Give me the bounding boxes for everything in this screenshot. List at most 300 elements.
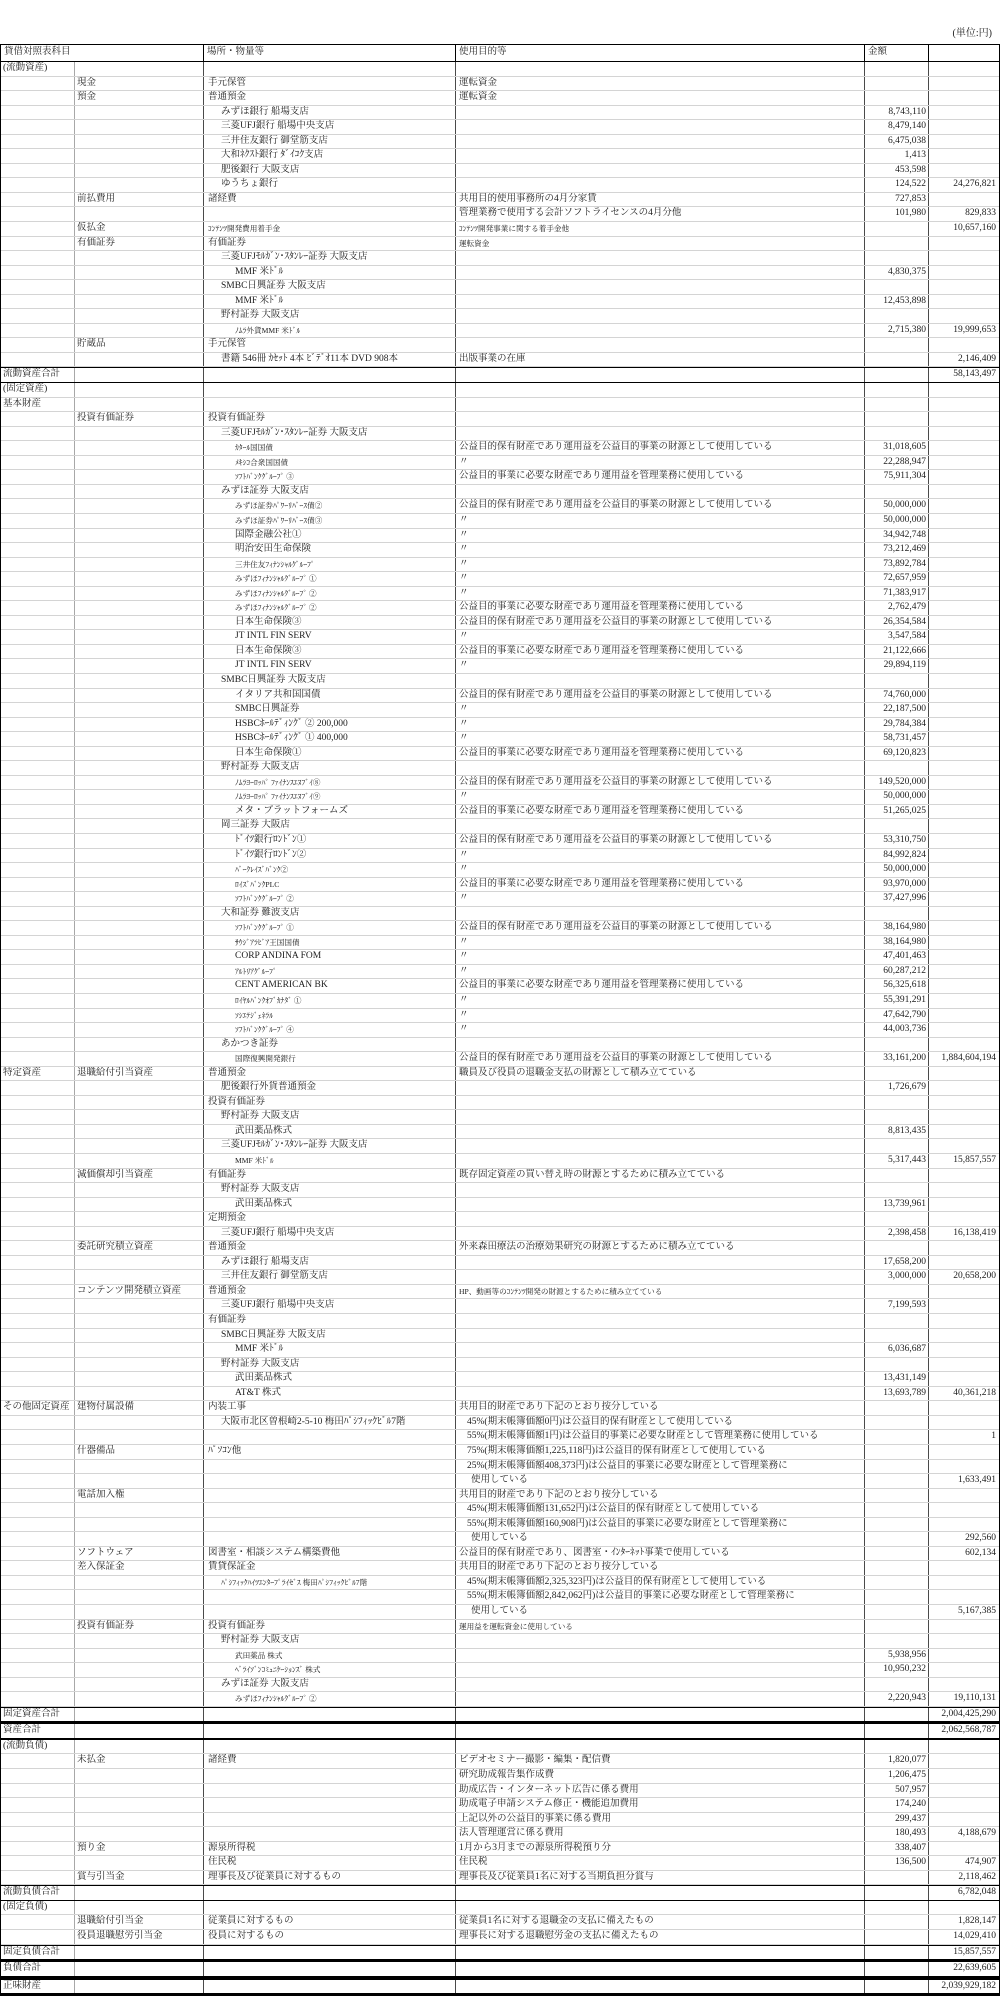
cell-amount-sub [865, 1285, 929, 1299]
cell-purpose: 使用している [456, 1532, 865, 1546]
table-row [1, 863, 999, 878]
cell-place [204, 1813, 456, 1827]
cell-account-item [75, 1154, 204, 1168]
cell-account-item [75, 834, 204, 848]
cell-account-item [75, 849, 204, 863]
cell-place [204, 207, 456, 221]
cell-place: 投資有価証券 [204, 1620, 456, 1634]
cell-purpose: 45%(期末帳簿価額0円)は公益目的保有財産として使用している [456, 1416, 865, 1430]
table-row [1, 280, 999, 295]
cell-amount-sub [865, 1561, 929, 1575]
cell-amount-sub [865, 1901, 929, 1915]
cell-purpose: ｺﾝﾃﾝﾂ開発事業に関する着手金他 [456, 222, 865, 236]
cell-amount-sub [865, 1708, 929, 1722]
cell-place: ﾍﾞﾗｲｿﾞﾝｺﾐｭﾆｹｰｼｮﾝｽﾞ 株式 [204, 1663, 456, 1677]
cell-amount-sub [865, 222, 929, 236]
cell-amount-total [929, 1518, 998, 1532]
cell-account-item [75, 1740, 204, 1754]
cell-place: ﾊﾟｿｺﾝ他 [204, 1445, 456, 1459]
cell-amount-sub: 2,220,943 [865, 1692, 929, 1706]
cell-account-item [75, 1886, 204, 1900]
table-row [1, 1649, 999, 1664]
table-row [1, 1023, 999, 1038]
cell-amount-total [929, 62, 998, 76]
cell-purpose [456, 178, 865, 192]
cell-account-item: 建物付属設備 [75, 1401, 204, 1415]
cell-amount-total [929, 1110, 998, 1124]
cell-amount-total [929, 1343, 998, 1357]
cell-amount-total [929, 921, 998, 935]
cell-place: 手元保管 [204, 338, 456, 352]
cell-place: みずほﾌｨﾅﾝｼｬﾙｸﾞﾙｰﾌﾟ ① [204, 572, 456, 586]
cell-purpose: 公益目的事業に必要な財産であり運用益を管理業務に使用している [456, 645, 865, 659]
cell-amount-sub [865, 368, 929, 382]
cell-amount-total [929, 747, 998, 761]
cell-amount-total [929, 718, 998, 732]
cell-amount-total [929, 1663, 998, 1677]
table-row [1, 616, 999, 631]
table-row [1, 1885, 999, 1901]
table-row [1, 1871, 999, 1886]
cell-purpose [456, 412, 865, 426]
cell-purpose [456, 1081, 865, 1095]
cell-place: 武田薬品株式 [204, 1372, 456, 1386]
cell-purpose [456, 1343, 865, 1357]
cell-account-group [1, 280, 75, 294]
cell-amount-sub: 6,475,038 [865, 135, 929, 149]
table-row [1, 120, 999, 135]
cell-amount-total: 2,004,425,290 [941, 1708, 996, 1719]
cell-amount-total [929, 1169, 998, 1183]
cell-place: 有価証券 [204, 237, 456, 251]
cell-amount-total [929, 558, 998, 572]
cell-account-item [75, 398, 204, 412]
cell-account-group [1, 324, 75, 338]
cell-account-group [1, 1784, 75, 1798]
cell-purpose [456, 1886, 865, 1900]
cell-amount-sub [865, 1489, 929, 1503]
cell-amount-sub: 47,401,463 [865, 950, 929, 964]
cell-account-group [1, 1023, 75, 1037]
cell-amount-total [929, 659, 998, 673]
cell-place [204, 1532, 456, 1546]
cell-account-item [75, 1052, 204, 1066]
cell-account-item [75, 353, 204, 367]
table-row [1, 892, 999, 907]
cell-amount-total: 292,560 [965, 1533, 996, 1544]
cell-amount-sub: 74,760,000 [865, 689, 929, 703]
cell-place: 三菱UFJ銀行 船場中央支店 [204, 1299, 456, 1313]
cell-amount-sub: 299,437 [865, 1813, 929, 1827]
cell-purpose [456, 1227, 865, 1241]
table-row [1, 630, 999, 645]
cell-amount-total [929, 1634, 998, 1648]
cell-account-group [1, 950, 75, 964]
cell-purpose [456, 1183, 865, 1197]
cell-account-item [75, 1798, 204, 1812]
cell-purpose: 公益目的事業に必要な財産であり運用益を管理業務に使用している [456, 601, 865, 615]
table-row [1, 266, 999, 281]
table-row [1, 790, 999, 805]
cell-amount-sub: 1,820,077 [865, 1754, 929, 1768]
cell-purpose [456, 251, 865, 265]
cell-place: 国際金融公社① [204, 529, 456, 543]
cell-account-group: (固定資産) [1, 383, 75, 397]
cell-purpose [456, 383, 865, 397]
table-row [1, 1416, 999, 1431]
cell-account-group [1, 149, 75, 163]
cell-amount-sub: 8,479,140 [865, 120, 929, 134]
cell-purpose: 〃 [456, 514, 865, 528]
cell-amount-total [929, 427, 998, 441]
cell-account-group [1, 1842, 75, 1856]
cell-account-item [75, 1314, 204, 1328]
cell-account-group [1, 1663, 75, 1677]
cell-purpose [456, 120, 865, 134]
cell-account-item: 投資有価証券 [75, 412, 204, 426]
cell-account-group [1, 456, 75, 470]
table-row [1, 1547, 999, 1562]
cell-account-group: 固定負債合計 [1, 1946, 75, 1960]
cell-account-group [1, 412, 75, 426]
cell-amount-total [929, 601, 998, 615]
cell-amount-sub [865, 1067, 929, 1081]
cell-account-group [1, 732, 75, 746]
cell-purpose [456, 309, 865, 323]
cell-account-group [1, 1329, 75, 1343]
cell-account-group: (流動負債) [1, 1740, 75, 1754]
cell-amount-total: 40,361,218 [953, 1387, 996, 1398]
cell-account-group [1, 921, 75, 935]
cell-amount-sub: 2,398,458 [865, 1227, 929, 1241]
cell-account-item: 役員退職慰労引当金 [75, 1930, 204, 1944]
cell-place: 理事長及び従業員に対するもの [204, 1871, 456, 1885]
cell-place: CENT AMERICAN BK [204, 979, 456, 993]
cell-amount-sub: 5,317,443 [865, 1154, 929, 1168]
cell-amount-total: 15,857,557 [953, 1155, 996, 1166]
cell-amount-sub [865, 1358, 929, 1372]
cell-account-group [1, 1299, 75, 1313]
cell-account-group [1, 77, 75, 91]
cell-account-item [75, 1329, 204, 1343]
cell-place: 三井住友ﾌｨﾅﾝｼｬﾙｸﾞﾙｰﾌﾟ [204, 558, 456, 572]
cell-account-item [75, 819, 204, 833]
table-row [1, 207, 999, 222]
cell-purpose: 従業員1名に対する退職金の支払に備えたもの [456, 1915, 865, 1929]
cell-amount-total [929, 280, 998, 294]
cell-amount-sub [865, 1474, 929, 1488]
cell-purpose: 公益目的事業に必要な財産であり運用益を管理業務に使用している [456, 805, 865, 819]
cell-place: ﾒｷｼｺ合衆国国債 [204, 456, 456, 470]
cell-account-group [1, 338, 75, 352]
cell-amount-total [929, 1009, 998, 1023]
cell-purpose: 共用目的使用事務所の4月分家賃 [456, 193, 865, 207]
cell-account-group [1, 1489, 75, 1503]
cell-place [204, 383, 456, 397]
cell-amount-total [929, 514, 998, 528]
cell-amount-sub [865, 1980, 929, 1994]
table-body [1, 62, 999, 1995]
cell-place [204, 1901, 456, 1915]
cell-amount-sub [865, 1678, 929, 1692]
cell-amount-sub [865, 1518, 929, 1532]
cell-amount-total: 15,857,557 [953, 1946, 996, 1957]
cell-account-group [1, 1561, 75, 1575]
cell-amount-total [929, 91, 998, 105]
table-row [1, 178, 999, 193]
cell-amount-sub: 1,413 [865, 149, 929, 163]
cell-place [204, 1946, 456, 1960]
cell-amount-total [929, 441, 998, 455]
cell-amount-sub: 51,265,025 [865, 805, 929, 819]
table-row [1, 237, 999, 252]
table-row [1, 383, 999, 398]
table-row [1, 1576, 999, 1591]
cell-place: 三菱UFJ銀行 船場中央支店 [204, 1227, 456, 1241]
cell-purpose [456, 62, 865, 76]
cell-account-item [75, 892, 204, 906]
cell-amount-total: 602,134 [965, 1547, 996, 1558]
cell-account-item [75, 1813, 204, 1827]
cell-amount-sub: 2,762,479 [865, 601, 929, 615]
cell-place: 武田薬品株式 [204, 1125, 456, 1139]
table-row [1, 62, 999, 77]
cell-account-group [1, 1634, 75, 1648]
table-row [1, 106, 999, 121]
cell-place: みずほﾌｨﾅﾝｼｬﾙｸﾞﾙｰﾌﾟ ② [204, 1692, 456, 1706]
cell-purpose: 理事長に対する退職慰労金の支払に備えたもの [456, 1930, 865, 1944]
table-row [1, 1387, 999, 1402]
cell-account-item [75, 1460, 204, 1474]
cell-amount-total [929, 309, 998, 323]
cell-amount-sub [865, 77, 929, 91]
cell-amount-sub: 73,212,469 [865, 543, 929, 557]
cell-purpose: 法人管理運営に係る費用 [456, 1827, 865, 1841]
table-row [1, 732, 999, 747]
cell-amount-sub: 37,427,996 [865, 892, 929, 906]
table-row [1, 1634, 999, 1649]
cell-account-item [75, 1980, 204, 1994]
cell-amount-total: 5,167,385 [958, 1605, 996, 1616]
table-row [1, 412, 999, 427]
cell-amount-sub: 44,003,736 [865, 1023, 929, 1037]
cell-account-group: 基本財産 [1, 398, 75, 412]
cell-purpose: 〃 [456, 529, 865, 543]
cell-account-group [1, 1649, 75, 1663]
table-row [1, 353, 999, 368]
cell-purpose: 公益目的事業に必要な財産であり運用益を管理業務に使用している [456, 979, 865, 993]
table-row [1, 834, 999, 849]
cell-amount-sub [865, 383, 929, 397]
cell-account-item [75, 1110, 204, 1124]
cell-amount-sub [865, 1590, 929, 1604]
cell-account-item [75, 368, 204, 382]
cell-account-group [1, 1212, 75, 1226]
cell-amount-sub [865, 1096, 929, 1110]
cell-amount-total: 58,143,497 [953, 369, 996, 380]
cell-amount-total [929, 907, 998, 921]
table-row [1, 1978, 999, 1996]
cell-amount-total [929, 1401, 998, 1415]
cell-amount-total [929, 398, 998, 412]
cell-purpose [456, 1901, 865, 1915]
cell-amount-sub: 8,743,110 [865, 106, 929, 120]
table-row [1, 1212, 999, 1227]
cell-account-item [75, 1227, 204, 1241]
cell-place: ｿﾌﾄﾊﾞﾝｸｸﾞﾙｰﾌﾟ ① [204, 921, 456, 935]
cell-account-item: 未払金 [75, 1754, 204, 1768]
cell-account-item [75, 1532, 204, 1546]
cell-purpose [456, 295, 865, 309]
cell-account-item [75, 62, 204, 76]
table-row [1, 1605, 999, 1620]
cell-place: 役員に対するもの [204, 1930, 456, 1944]
cell-purpose: 管理業務で使用する会計ソフトライセンスの4月分他 [456, 207, 865, 221]
cell-place: CORP ANDINA FOM [204, 950, 456, 964]
cell-amount-sub: 7,199,593 [865, 1299, 929, 1313]
cell-amount-sub: 29,784,384 [865, 718, 929, 732]
table-row [1, 659, 999, 674]
cell-amount-sub: 6,036,687 [865, 1343, 929, 1357]
cell-account-group [1, 1227, 75, 1241]
cell-amount-sub [865, 1620, 929, 1634]
cell-account-item [75, 761, 204, 775]
cell-account-item [75, 1769, 204, 1783]
cell-account-group [1, 979, 75, 993]
cell-purpose: 使用している [456, 1474, 865, 1488]
table-row [1, 1856, 999, 1871]
cell-account-item: 前払費用 [75, 193, 204, 207]
table-row [1, 1722, 999, 1740]
cell-place: 大和ﾈｸｽﾄ銀行 ﾀﾞｲｺｸ支店 [204, 149, 456, 163]
cell-amount-total [929, 1299, 998, 1313]
table-row [1, 1561, 999, 1576]
cell-amount-sub [865, 1241, 929, 1255]
cell-amount-sub [865, 338, 929, 352]
cell-account-group [1, 1038, 75, 1052]
cell-amount-total [929, 412, 998, 426]
cell-account-group [1, 689, 75, 703]
cell-purpose [456, 324, 865, 338]
cell-purpose: 運転資金 [456, 237, 865, 251]
cell-account-item [75, 1503, 204, 1517]
cell-amount-total [929, 1096, 998, 1110]
cell-amount-sub: 34,942,748 [865, 529, 929, 543]
cell-purpose [456, 280, 865, 294]
table-row [1, 514, 999, 529]
cell-account-group [1, 1518, 75, 1532]
cell-account-item [75, 630, 204, 644]
cell-purpose: 45%(期末帳簿価額2,325,323円)は公益目的保有財産として使用している [456, 1576, 865, 1590]
cell-account-item [75, 878, 204, 892]
cell-account-group [1, 1620, 75, 1634]
cell-place: みずほ銀行 船場支店 [204, 1256, 456, 1270]
cell-place: 野村証券 大阪支店 [204, 1183, 456, 1197]
cell-purpose: 〃 [456, 732, 865, 746]
table-row [1, 470, 999, 485]
cell-account-group [1, 1358, 75, 1372]
cell-amount-total [929, 878, 998, 892]
cell-account-group: 資産合計 [1, 1724, 75, 1738]
cell-amount-total [929, 1489, 998, 1503]
cell-amount-total [929, 1590, 998, 1604]
cell-purpose [456, 106, 865, 120]
cell-purpose [456, 1038, 865, 1052]
cell-account-group [1, 1430, 75, 1444]
cell-amount-total [929, 1576, 998, 1590]
cell-amount-sub: 56,325,618 [865, 979, 929, 993]
cell-amount-sub: 58,731,457 [865, 732, 929, 746]
cell-account-group [1, 1474, 75, 1488]
cell-place: 有価証券 [204, 1314, 456, 1328]
cell-amount-sub: 10,950,232 [865, 1663, 929, 1677]
cell-amount-sub: 12,453,898 [865, 295, 929, 309]
cell-account-group [1, 1314, 75, 1328]
cell-amount-total [929, 251, 998, 265]
cell-purpose: 公益目的保有財産であり運用益を公益目的事業の財源として使用している [456, 1052, 865, 1066]
cell-amount-total: 19,999,653 [953, 324, 996, 335]
cell-place: ｿﾌﾄﾊﾞﾝｸｸﾞﾙｰﾌﾟ ② [204, 892, 456, 906]
cell-place: 投資有価証券 [204, 1096, 456, 1110]
cell-place [204, 1503, 456, 1517]
cell-amount-total: 1,884,604,194 [941, 1053, 996, 1064]
cell-account-group [1, 251, 75, 265]
cell-purpose [456, 1270, 865, 1284]
cell-amount-total [929, 1798, 998, 1812]
cell-account-group [1, 892, 75, 906]
cell-account-item [75, 1692, 204, 1706]
cell-account-item [75, 616, 204, 630]
cell-account-item: 預金 [75, 91, 204, 105]
table-row [1, 950, 999, 965]
cell-account-group [1, 106, 75, 120]
table-row [1, 1401, 999, 1416]
cell-account-item [75, 1605, 204, 1619]
cell-place: MMF 米ﾄﾞﾙ [204, 1154, 456, 1168]
cell-account-item [75, 921, 204, 935]
table-row [1, 1798, 999, 1813]
cell-place: 諸経費 [204, 193, 456, 207]
cell-place: 図書室・相談システム構築費他 [204, 1547, 456, 1561]
cell-amount-sub: 338,407 [865, 1842, 929, 1856]
table-row [1, 1256, 999, 1271]
cell-account-item [75, 689, 204, 703]
cell-amount-total [929, 1314, 998, 1328]
cell-account-item [75, 1946, 204, 1960]
table-row [1, 338, 999, 353]
cell-account-group [1, 1576, 75, 1590]
cell-place: 大阪市北区曽根崎2-5-10 梅田ﾊﾟｼﾌｨｯｸﾋﾞﾙ7階 [204, 1416, 456, 1430]
cell-place: SMBC日興証券 大阪支店 [204, 1329, 456, 1343]
cell-purpose [456, 427, 865, 441]
cell-place: 野村証券 大阪支店 [204, 1110, 456, 1124]
cell-amount-sub [865, 1576, 929, 1590]
cell-account-group [1, 1532, 75, 1546]
cell-amount-sub: 453,598 [865, 164, 929, 178]
cell-amount-sub [865, 398, 929, 412]
cell-purpose [456, 1634, 865, 1648]
cell-amount-total: 4,188,679 [958, 1828, 996, 1839]
cell-place: みずほﾌｨﾅﾝｼｬﾙｸﾞﾙｰﾌﾟ ② [204, 601, 456, 615]
cell-account-item [75, 572, 204, 586]
cell-amount-total [929, 1285, 998, 1299]
cell-place: みずほ証券 大阪支店 [204, 485, 456, 499]
cell-account-item [75, 994, 204, 1008]
cell-amount-total [929, 892, 998, 906]
cell-purpose: 55%(期末帳簿価額2,842,062円)は公益目的事業に必要な財産として管理業務に [456, 1590, 865, 1604]
cell-place: 普通預金 [204, 91, 456, 105]
cell-account-group [1, 353, 75, 367]
